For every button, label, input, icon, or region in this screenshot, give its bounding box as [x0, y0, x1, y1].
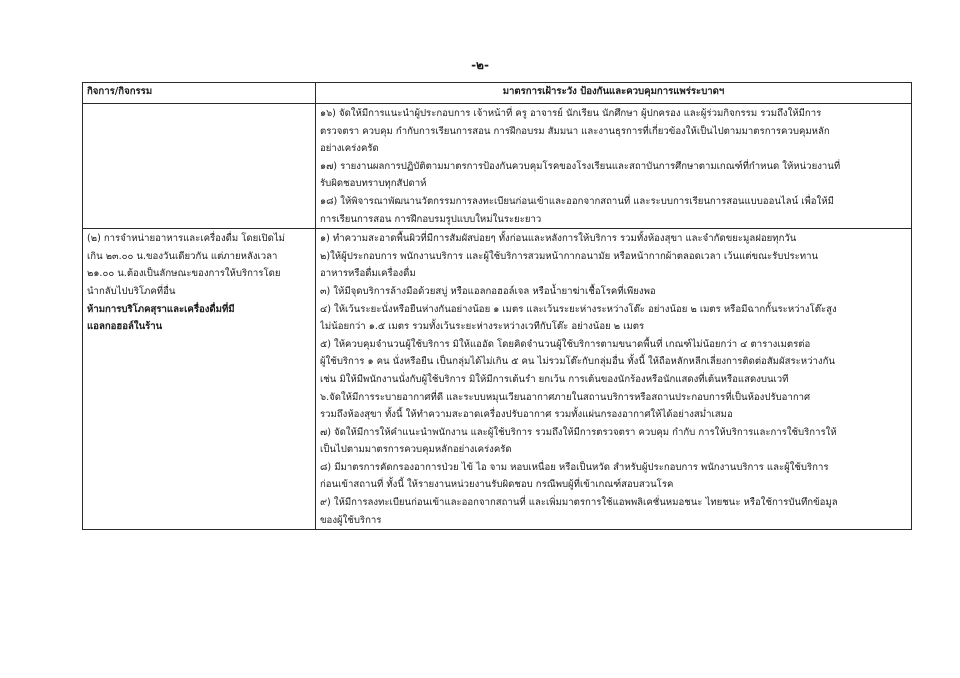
measure-line: ๗) จัดให้มีการให้คำแนะนำพนักงาน และผู้ใช้บริการ รวมถึงให้มีการตรวจตรา ควบคุม กำกับ การให้บริการและการใช้บริการให้: [320, 426, 837, 438]
header-activity: กิจการ/กิจกรรม: [83, 83, 316, 104]
measure-line: ๑๗) รายงานผลการปฏิบัติตามมาตรการป้องกันควบคุมโรคของโรงเรียนและสถาบันการศึกษาตามเกณฑ์ที่กำหนด ให้หน่วยงานที่: [320, 160, 841, 172]
row2-measures-cell: [316, 229, 912, 530]
measure-line: ๙) ให้มีการลงทะเบียนก่อนเข้าและออกจากสถานที่ และเพิ่มมาตรการใช้แอพพลิเคชั่นหมอชนะ ไทยชนะ หรือใช้การบันทึกข้อมูล: [320, 497, 838, 509]
table-row: [83, 229, 912, 530]
measure-line: ๑) ทำความสะอาดพื้นผิวที่มีการสัมผัสบ่อยๆ ทั้งก่อนและหลังการให้บริการ รวมทั้งห้องสุขา และจำกัดขยะมูลฝอยทุกวัน: [320, 233, 797, 245]
activity-line: นำกลับไปบริโภคที่อื่น: [87, 285, 176, 297]
activity-bold-line: ห้ามการบริโภคสุราและเครื่องดื่มที่มี: [87, 303, 235, 315]
measure-line: การเรียนการสอน การฝึกอบรมรูปแบบใหม่ในระยะยาว: [320, 213, 542, 225]
measures-table: [82, 82, 912, 530]
header-measures: มาตรการเฝ้าระวัง ป้องกันและควบคุมการแพร่ระบาดฯ: [316, 83, 912, 104]
measure-line: ๒)ให้ผู้ประกอบการ พนักงานบริการ และผู้ใช้บริการสวมหน้ากากอนามัย หรือหน้ากากผ้าตลอดเวลา เว้นแต่ขณะรับประทาน: [320, 250, 819, 262]
measure-line: อย่างเคร่งครัด: [320, 143, 379, 155]
measure-line: ตรวจตรา ควบคุม กำกับการเรียนการสอน การฝึกอบรม สัมมนา และงานธุรการที่เกี่ยวข้องให้เป็นไปตามมาตรการควบคุมหลัก: [320, 125, 830, 137]
measure-line: ๘) มีมาตรการคัดกรองอาการป่วย ไข้ ไอ จาม หอบเหนื่อย หรือเป็นหวัด สำหรับผู้ประกอบการ พนักงานบริการ และผู้ใช้บริการ: [320, 461, 829, 473]
measure-line: เป็นไปตามมาตรการควบคุมหลักอย่างเคร่งครัด: [320, 444, 512, 456]
measure-line: เช่น มิให้มีพนักงานนั่งกับผู้ใช้บริการ มิให้มีการเต้นรำ ยกเว้น การเต้นของนักร้องหรือนักแสดงที่เต้นหรือแสดงบนเวที: [320, 373, 789, 385]
measure-line: อาหารหรือดื่มเครื่องดื่ม: [320, 268, 416, 280]
measure-line: ๖.จัดให้มีการระบายอากาศที่ดี และระบบหมุนเวียนอากาศภายในสถานบริการหรือสถานประกอบการที่เป็นห้องปรับอากาศ: [320, 391, 811, 403]
table-header-row: [83, 83, 912, 104]
activity-bold-line: แอลกอฮอล์ในร้าน: [87, 321, 163, 333]
measure-line: รับผิดชอบทราบทุกสัปดาห์: [320, 178, 427, 190]
activity-line: เกิน ๒๓.๐๐ น.ของวันเดียวกัน แต่ภายหลังเวลา: [87, 250, 278, 262]
measure-line: ๕) ให้ควบคุมจำนวนผู้ใช้บริการ มิให้แออัด โดยคิดจำนวนผู้ใช้บริการตามขนาดพื้นที่ เกณฑ์ไม่น้อยกว่า ๔ ตารางเมตรต่อ: [320, 338, 811, 350]
measure-line: ผู้ใช้บริการ ๑ คน นั่งหรือยืน เป็นกลุ่มได้ไม่เกิน ๕ คน ไม่รวมโต๊ะกับกลุ่มอื่น ทั้งนี้ ให้ถือหลักหลีกเลี่ยงการติดต่อสัมผัสระหว่างกัน: [320, 356, 835, 368]
page-number: -๒-: [471, 58, 489, 72]
measure-line: ๑๘) ให้พิจารณาพัฒนานวัตกรรมการลงทะเบียนก่อนเข้าและออกจากสถานที่ และระบบการเรียนการสอนแบบออนไลน์ เพื่อให้มี: [320, 195, 834, 207]
row1-activity-cell: [83, 104, 316, 229]
measure-line: ๔) ให้เว้นระยะนั่งหรือยืนห่างกันอย่างน้อย ๑ เมตร และเว้นระยะห่างระหว่างโต๊ะ อย่างน้อย ๒ เมตร หรือมีฉากกั้นระหว่างโต๊ะสูง: [320, 303, 837, 315]
row2-activity-cell: [83, 229, 316, 530]
measure-line: ๑๖) จัดให้มีการแนะนำผู้ประกอบการ เจ้าหน้าที่ ครู อาจารย์ นักเรียน นักศึกษา ผู้ปกครอง และผู้ร่วมกิจกรรม รวมถึงให้มีการ: [320, 108, 822, 119]
row1-measures-cell: [316, 104, 912, 229]
measure-line: ก่อนเข้าสถานที่ ทั้งนี้ ให้รายงานหน่วยงานรับผิดชอบ กรณีพบผู้ที่เข้าเกณฑ์สอบสวนโรค: [320, 479, 674, 491]
table-row: [83, 104, 912, 229]
measure-line: ของผู้ใช้บริการ: [320, 514, 382, 526]
measure-line: รวมถึงห้องสุขา ทั้งนี้ ให้ทำความสะอาดเครื่องปรับอากาศ รวมทั้งแผ่นกรองอากาศให้ได้อย่างสม่ำเสมอ: [320, 409, 733, 421]
activity-line: ๒๑.๐๐ น.ต้องเป็นลักษณะของการให้บริการโดย: [87, 268, 281, 280]
activity-line: (๒) การจำหน่ายอาหารและเครื่องดื่ม โดยเปิดไม่: [87, 233, 285, 245]
measure-line: ๓) ให้มีจุดบริการล้างมือด้วยสบู่ หรือแอลกอฮอล์เจล หรือน้ำยาฆ่าเชื้อโรคที่เพียงพอ: [320, 285, 656, 297]
measure-line: ไม่น้อยกว่า ๑.๕ เมตร รวมทั้งเว้นระยะห่างระหว่างเวทีกับโต๊ะ อย่างน้อย ๒ เมตร: [320, 321, 645, 333]
